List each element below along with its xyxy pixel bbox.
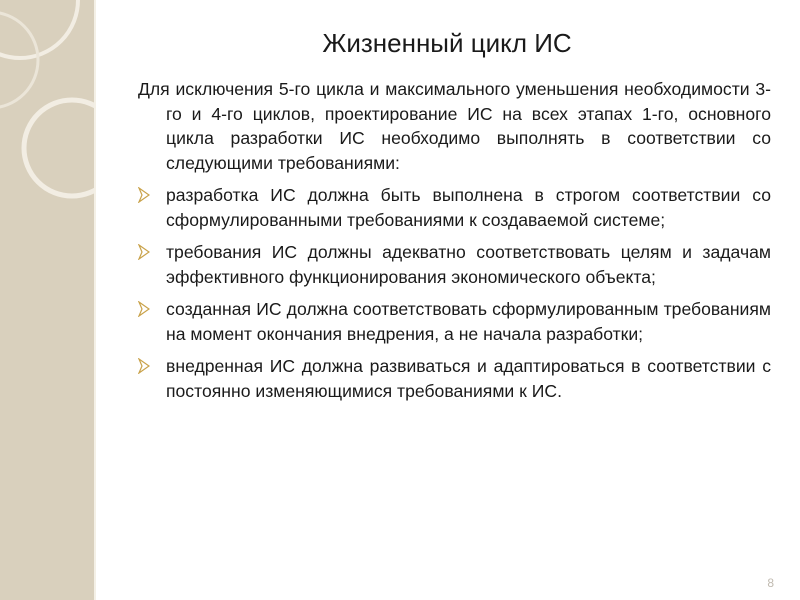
page-number: 8	[767, 576, 774, 590]
bullet-arrow-icon	[138, 244, 150, 260]
bullet-arrow-icon	[138, 301, 150, 317]
list-item	[138, 183, 771, 232]
ring-middle	[24, 100, 94, 196]
slide-content	[138, 77, 771, 411]
sidebar-divider	[94, 0, 96, 600]
bullet-arrow-icon	[138, 358, 150, 374]
list-item	[138, 240, 771, 289]
ring-top-small	[0, 12, 38, 108]
ring-top-large	[0, 0, 78, 58]
decorative-rings	[0, 0, 94, 600]
list-item	[138, 297, 771, 346]
list-item-text: созданная ИС должна соответствовать сформулированным требованиям на момент окончания внедрения, а не начала разработки;	[166, 299, 771, 344]
list-item-text: требования ИС должны адекватно соответствовать целям и задачам эффективного функционирования экономического объекта;	[166, 242, 771, 287]
list-item-text: внедренная ИС должна развиваться и адаптироваться в соответствии с постоянно изменяющимися требованиями к ИС.	[166, 356, 771, 401]
slide-title: Жизненный цикл ИС	[322, 28, 572, 58]
decorative-sidebar	[0, 0, 94, 600]
bullet-arrow-icon	[138, 187, 150, 203]
intro-paragraph: Для исключения 5-го цикла и максимального уменьшения необходимости 3-го и 4-го циклов, проектирование ИС на всех этапах 1-го, основного цикла разработки ИС необходимо выполнять в соответствии со следующими требованиями:	[138, 79, 771, 173]
list-item-text: разработка ИС должна быть выполнена в строгом соответствии со сформулированными требованиями к создаваемой системе;	[166, 185, 771, 230]
list-item	[138, 354, 771, 403]
